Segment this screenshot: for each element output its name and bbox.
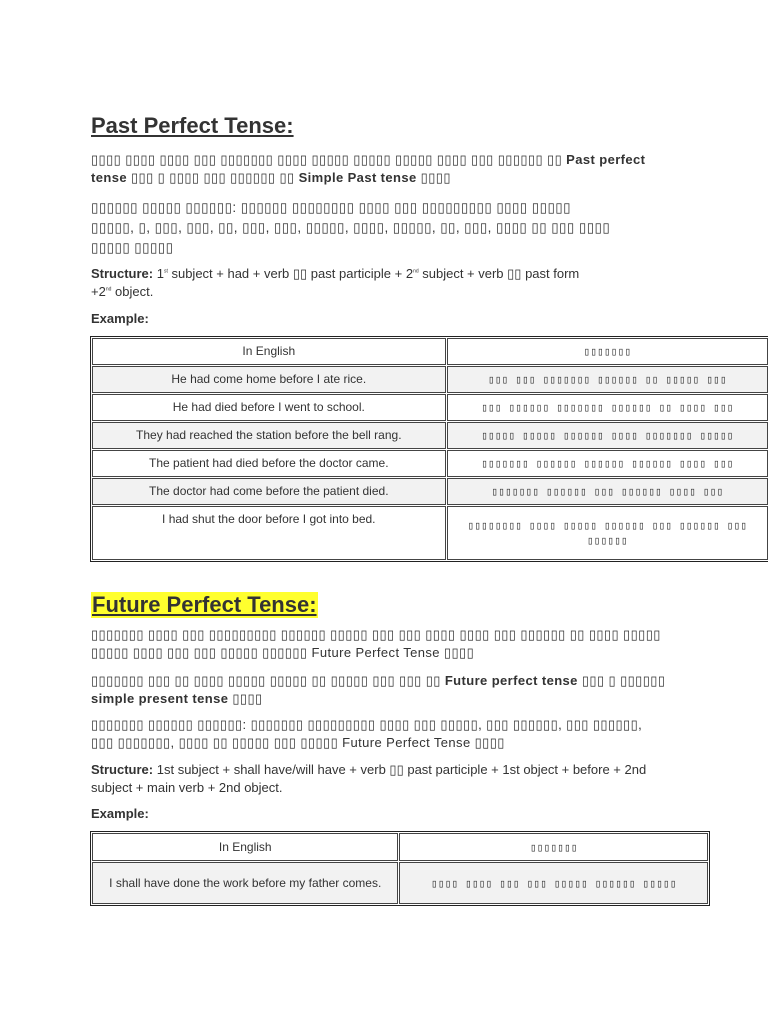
cell-english: I shall have done the work before my father comes.: [92, 862, 398, 904]
future-example-label: Example:: [91, 806, 149, 821]
future-perfect-heading: Future Perfect Tense:: [92, 592, 317, 617]
table-row: [92, 450, 768, 477]
future-rule-paragraph: ▯▯▯▯▯▯▯ ▯▯▯ ▯▯ ▯▯▯▯ ▯▯▯▯▯ ▯▯▯▯▯ ▯▯ ▯▯▯▯▯ ▯▯▯ ▯▯▯ ▯▯ Future perfect tense ▯▯▯ ▯ ▯▯▯▯▯▯ simple present tense ▯▯▯▯: [91, 673, 666, 706]
table-row: [92, 506, 768, 560]
future-connectors-paragraph: ▯▯▯▯▯▯▯ ▯▯▯▯▯▯ ▯▯▯▯▯▯: ▯▯▯▯▯▯▯ ▯▯▯▯▯▯▯▯▯ ▯▯▯▯ ▯▯▯ ▯▯▯▯▯, ▯▯▯ ▯▯▯▯▯▯, ▯▯▯ ▯▯▯▯▯▯, ▯▯▯ ▯▯▯▯▯▯▯, ▯▯▯▯ ▯▯ ▯▯▯▯▯ ▯▯▯ ▯▯▯▯▯ Future Perfect Tense ▯▯▯▯: [91, 717, 643, 750]
future-example-table: [90, 831, 710, 906]
cell-bengali: ▯▯▯ ▯▯▯ ▯▯▯▯▯▯▯ ▯▯▯▯▯▯ ▯▯ ▯▯▯▯▯ ▯▯▯: [447, 366, 768, 393]
future-intro-paragraph: ▯▯▯▯▯▯▯ ▯▯▯▯ ▯▯▯ ▯▯▯▯▯▯▯▯▯ ▯▯▯▯▯▯ ▯▯▯▯▯ ▯▯▯ ▯▯▯ ▯▯▯▯ ▯▯▯▯ ▯▯▯ ▯▯▯▯▯▯ ▯▯ ▯▯▯▯ ▯▯▯▯▯ ▯▯▯▯▯ ▯▯▯▯ ▯▯▯ ▯▯▯ ▯▯▯▯▯ ▯▯▯▯▯▯ Future Perfect Tense ▯▯▯▯: [91, 627, 661, 660]
cell-english: They had reached the station before the bell rang.: [92, 422, 446, 449]
cell-bengali: ▯▯▯▯▯▯▯ ▯▯▯▯▯▯ ▯▯▯ ▯▯▯▯▯▯ ▯▯▯▯ ▯▯▯: [447, 478, 768, 505]
table-row: [92, 394, 768, 421]
table-row: [92, 862, 708, 904]
table-row: [92, 366, 768, 393]
table-header-row: [92, 338, 768, 365]
past-structure: Structure: 1st subject + had + verb ▯▯ past participle + 2nd subject + verb ▯▯ past form +2nd object.: [91, 266, 580, 299]
cell-bengali: ▯▯▯▯▯ ▯▯▯▯▯ ▯▯▯▯▯▯ ▯▯▯▯ ▯▯▯▯▯▯▯ ▯▯▯▯▯: [447, 422, 768, 449]
table-row: [92, 478, 768, 505]
cell-english: I had shut the door before I got into bed.: [92, 506, 446, 560]
cell-english: The patient had died before the doctor came.: [92, 450, 446, 477]
header-bengali: ▯▯▯▯▯▯▯: [447, 338, 768, 365]
past-intro-paragraph: ▯▯▯▯ ▯▯▯▯ ▯▯▯▯ ▯▯▯ ▯▯▯▯▯▯▯ ▯▯▯▯ ▯▯▯▯▯ ▯▯▯▯▯ ▯▯▯▯▯ ▯▯▯▯ ▯▯▯ ▯▯▯▯▯▯ ▯▯ Past perfect tense ▯▯▯ ▯ ▯▯▯▯ ▯▯▯ ▯▯▯▯▯▯ ▯▯ Simple Past tense ▯▯▯▯: [91, 152, 646, 185]
cell-bengali: ▯▯▯ ▯▯▯▯▯▯ ▯▯▯▯▯▯▯ ▯▯▯▯▯▯ ▯▯ ▯▯▯▯ ▯▯▯: [447, 394, 768, 421]
header-bengali: ▯▯▯▯▯▯▯: [399, 833, 708, 861]
past-perfect-heading: Past Perfect Tense:: [91, 113, 294, 138]
cell-bengali: ▯▯▯▯ ▯▯▯▯ ▯▯▯ ▯▯▯ ▯▯▯▯▯ ▯▯▯▯▯▯ ▯▯▯▯▯: [399, 862, 708, 904]
header-english: In English: [92, 338, 446, 365]
table-header-row: [92, 833, 708, 861]
cell-bengali: ▯▯▯▯▯▯▯ ▯▯▯▯▯▯ ▯▯▯▯▯▯ ▯▯▯▯▯▯ ▯▯▯▯ ▯▯▯: [447, 450, 768, 477]
past-connectors-paragraph: ▯▯▯▯▯▯ ▯▯▯▯▯ ▯▯▯▯▯▯: ▯▯▯▯▯▯ ▯▯▯▯▯▯▯▯ ▯▯▯▯ ▯▯▯ ▯▯▯▯▯▯▯▯▯ ▯▯▯▯ ▯▯▯▯▯ ▯▯▯▯▯, ▯, ▯▯▯, ▯▯▯, ▯▯, ▯▯▯, ▯▯▯, ▯▯▯▯▯, ▯▯▯▯, ▯▯▯▯▯, ▯▯, ▯▯▯, ▯▯▯▯ ▯▯ ▯▯▯ ▯▯▯▯ ▯▯▯▯▯ ▯▯▯▯▯: [91, 200, 611, 255]
cell-bengali: ▯▯▯▯▯▯▯▯ ▯▯▯▯ ▯▯▯▯▯ ▯▯▯▯▯▯ ▯▯▯ ▯▯▯▯▯▯ ▯▯▯ ▯▯▯▯▯▯: [447, 506, 768, 560]
cell-english: The doctor had come before the patient died.: [92, 478, 446, 505]
past-example-label: Example:: [91, 311, 149, 326]
table-row: [92, 422, 768, 449]
future-structure: Structure: 1st subject + shall have/will have + verb ▯▯ past participle + 1st object + before + 2nd subject + main verb + 2nd object.: [91, 762, 647, 795]
cell-english: He had come home before I ate rice.: [92, 366, 446, 393]
header-english: In English: [92, 833, 398, 861]
past-example-table: [90, 336, 768, 562]
cell-english: He had died before I went to school.: [92, 394, 446, 421]
